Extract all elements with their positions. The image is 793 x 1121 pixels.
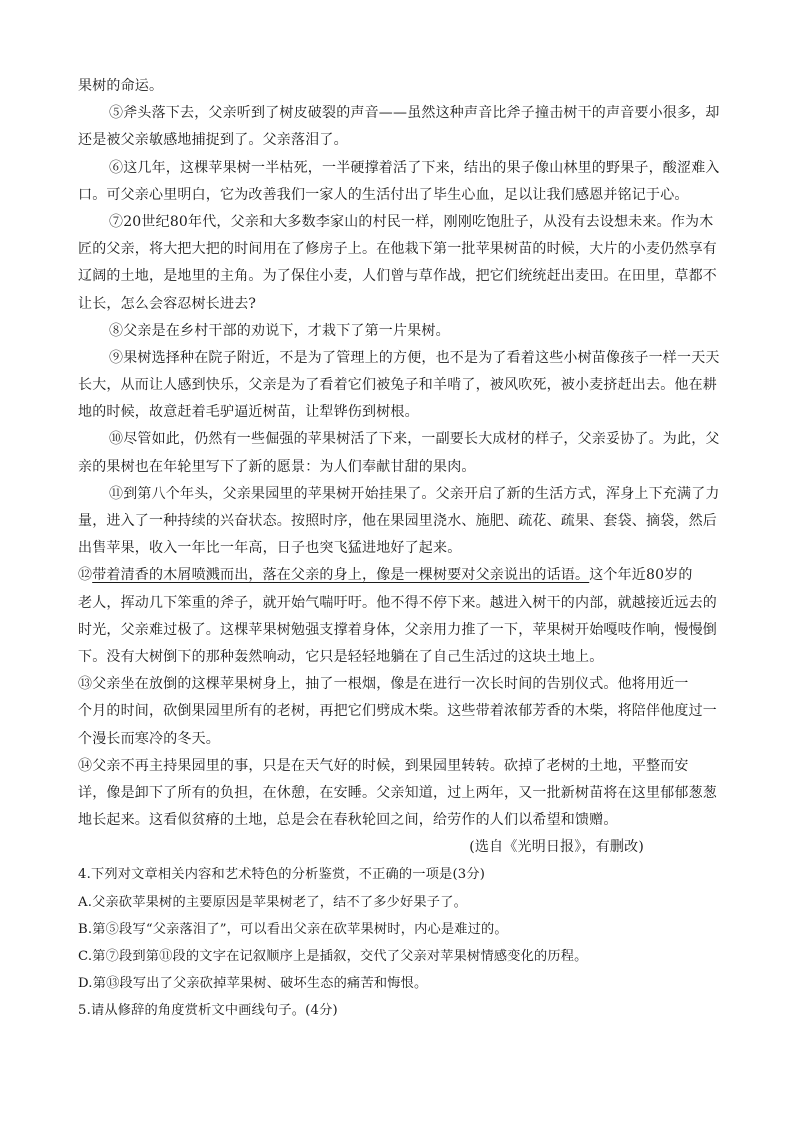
paragraph-12-line: 下。没有大树倒下的那种轰然响动，它只是轻轻地躺在了自己生活过的这块土地上。 — [78, 648, 604, 665]
paragraph-13-line: 个月的时间，砍倒果园里所有的老树，再把它们劈成木柴。这些带着浓郁芳香的木柴，将陪伴他度过一 — [78, 703, 717, 720]
paragraph-7-line: 辽阔的土地，是地里的主角。为了保住小麦，人们曾与草作战，把它们统统赶出麦田。在田里，草都不 — [78, 268, 717, 285]
paragraph-12-rest: 这个年近80岁的 — [589, 567, 693, 584]
article-source: (选自《光明日报》，有删改) — [469, 839, 644, 856]
question-4: 4.下列对文章相关内容和艺术特色的分析鉴赏，不正确的一项是(3分) — [78, 867, 486, 883]
paragraph-6-line: 口。可父亲心里明白，它为改善我们一家人的生活付出了毕生心血，足以让我们感恩并铭记于心。 — [78, 186, 689, 203]
underlined-sentence: 带着清香的木屑喷溅而出，落在父亲的身上，像是一棵树要对父亲说出的话语。 — [92, 567, 590, 584]
paragraph-6-line: ⑥这几年，这棵苹果树一半枯死，一半硬撑着活了下来，结出的果子像山林里的野果子，酸涩难入 — [109, 159, 720, 176]
paragraph-line: 果树的命运。 — [78, 78, 164, 94]
paragraph-13-line: ⑬父亲坐在放倒的这棵苹果树身上，抽了一根烟，像是在进行一次长时间的告别仪式。他将用近一 — [78, 676, 689, 693]
paragraph-9-line: 长大，从而让人感到快乐，父亲是为了看着它们被兔子和羊啃了，被风吹死，被小麦挤赶出去。他在耕 — [78, 377, 717, 394]
paragraph-7-line: ⑦20世纪80年代，父亲和大多数李家山的村民一样，刚刚吃饱肚子，从没有去设想未来。作为木 — [109, 213, 714, 230]
paragraph-11-line: 出售苹果，收入一年比一年高，日子也突飞猛进地好了起来。 — [78, 540, 462, 557]
paragraph-11-line: ⑪到第八个年头，父亲果园里的苹果树开始挂果了。父亲开启了新的生活方式，浑身上下充满了力 — [109, 485, 720, 502]
paragraph-14-line: 详，像是卸下了所有的负担，在休憩，在安睡。父亲知道，过上两年，又一批新树苗将在这里郁郁葱葱 — [78, 784, 717, 801]
paragraph-7-line: 匠的父亲，将大把大把的时间用在了修房子上。在他栽下第一批苹果树苗的时候，大片的小麦仍然享有 — [78, 241, 717, 258]
option-a: A.父亲砍苹果树的主要原因是苹果树老了，结不了多少好果子了。 — [78, 894, 467, 910]
paragraph-10-line: ⑩尽管如此，仍然有一些倔强的苹果树活了下来，一副要长大成材的样子，父亲妥协了。为此，父 — [109, 431, 720, 448]
paragraph-10-line: 亲的果树也在年轮里写下了新的愿景：为人们奉献甘甜的果肉。 — [78, 458, 476, 475]
paragraph-5-line: 还是被父亲敏感地捕捉到了。父亲落泪了。 — [78, 132, 348, 149]
option-d: D.第⑬段写出了父亲砍掉苹果树、破坏生态的痛苦和悔恨。 — [78, 976, 428, 992]
option-c: C.第⑦段到第⑪段的文字在记叙顺序上是插叙，交代了父亲对苹果树情感变化的历程。 — [78, 949, 588, 964]
paragraph-12-line: 时光，父亲难过极了。这棵苹果树勉强支撑着身体，父亲用力推了一下，苹果树开始嘎吱作响，慢慢倒 — [78, 621, 717, 638]
paragraph-11-line: 量，进入了一种持续的兴奋状态。按照时序，他在果园里浇水、施肥、疏花、疏果、套袋、摘袋，然后 — [78, 513, 717, 529]
paragraph-9-line: ⑨果树选择种在院子附近，不是为了管理上的方便，也不是为了看着这些小树苗像孩子一样一天天 — [109, 349, 720, 366]
paragraph-14-line: 地长起来。这看似贫瘠的土地，总是会在春秋轮回之间，给劳作的人们以希望和馈赠。 — [78, 812, 618, 829]
article-body — [78, 73, 718, 1025]
paragraph-7-line: 让长，怎么会容忍树长进去? — [78, 295, 257, 312]
paragraph-12-marker: ⑫ — [78, 567, 93, 584]
paragraph-12-line — [78, 562, 718, 589]
paragraph-13-line: 个漫长而寒冷的冬天。 — [78, 730, 220, 747]
paragraph-14-line: ⑭父亲不再主持果园里的事，只是在天气好的时候，到果园里转转。砍掉了老树的土地，平整而安 — [78, 757, 689, 774]
paragraph-12-line: 老人，挥动几下笨重的斧子，就开始气喘吁吁。他不得不停下来。越进入树干的内部，就越接近远去的 — [78, 594, 717, 611]
paragraph-9-line: 地的时候，故意赶着毛驴逼近树苗，让犁铧伤到树根。 — [78, 404, 419, 421]
question-5: 5.请从修辞的角度赏析文中画线句子。(4分) — [78, 1003, 338, 1019]
option-b: B.第⑤段写“父亲落泪了”，可以看出父亲在砍苹果树时，内心是难过的。 — [78, 921, 508, 937]
paragraph-8-line: ⑧父亲是在乡村干部的劝说下，才栽下了第一片果树。 — [109, 322, 450, 339]
paragraph-5-line: ⑤斧头落下去，父亲听到了树皮破裂的声音——虽然这种声音比斧子撞击树干的声音要小很多，却 — [109, 105, 720, 122]
